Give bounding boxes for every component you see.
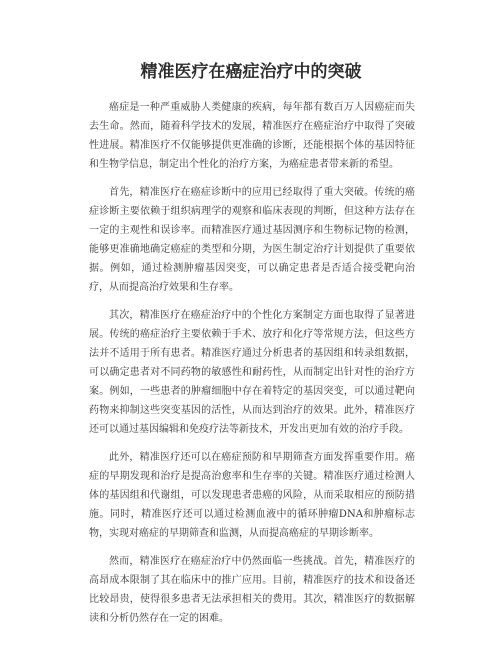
document-title: 精准医疗在癌症治疗中的突破 <box>140 62 362 82</box>
paragraph: 癌症是一种严重威胁人类健康的疾病，每年都有数百万人因癌症而失去生命。然而，随着科学技术的发展，精准医疗在癌症治疗中取得了突破性进展。精准医疗不仅能够提供更准确的诊断，还能根据个体的基因特征和生物学信息，制定出个性化的治疗方案，为癌症患者带来新的希望。 <box>89 102 415 170</box>
paragraph: 然而，精准医疗在癌症治疗中仍然面临一些挑战。首先，精准医疗的高昂成本限制了其在临床中的推广应用。目前，精准医疗的技术和设备还比较昂贵，使得很多患者无法承担相关的费用。其次，精准医疗的数据解读和分析仍然存在一定的困难。 <box>89 556 415 624</box>
document-body <box>89 98 415 637</box>
paragraph: 此外，精准医疗还可以在癌症预防和早期筛查方面发挥重要作用。癌症的早期发现和治疗是提高治愈率和生存率的关键。精准医疗通过检测人体的基因组和代谢组，可以发现患者患癌的风险，从而采取相应的预防措施。同时，精准医疗还可以通过检测血液中的循环肿瘤DNA和肿瘤标志物，实现对癌症的早期筛查和监测，从而提高癌症的早期诊断率。 <box>89 452 415 539</box>
paragraph: 其次，精准医疗在癌症治疗中的个性化方案制定方面也取得了显著进展。传统的癌症治疗主要依赖于手术、放疗和化疗等常规方法，但这些方法并不适用于所有患者。精准医疗通过分析患者的基因组和转录组数据，可以确定患者对不同药物的敏感性和耐药性，从而制定出针对性的治疗方案。例如，一些患者的肿瘤细胞中存在着特定的基因突变，可以通过靶向药物来抑制这些突变基因的活性，从而达到治疗的效果。此外，精准医疗还可以通过基因编辑和免疫疗法等新技术，开发出更加有效的治疗手段。 <box>89 310 415 435</box>
paragraph: 首先，精准医疗在癌症诊断中的应用已经取得了重大突破。传统的癌症诊断主要依赖于组织病理学的观察和临床表现的判断，但这种方法存在一定的主观性和误诊率。而精准医疗通过基因测序和生物标记物的检测，能够更准确地确定癌症的类型和分期，为医生制定治疗计划提供了重要依据。例如，通过检测肿瘤基因突变，可以确定患者是否适合接受靶向治疗，从而提高治疗效果和生存率。 <box>89 187 415 293</box>
